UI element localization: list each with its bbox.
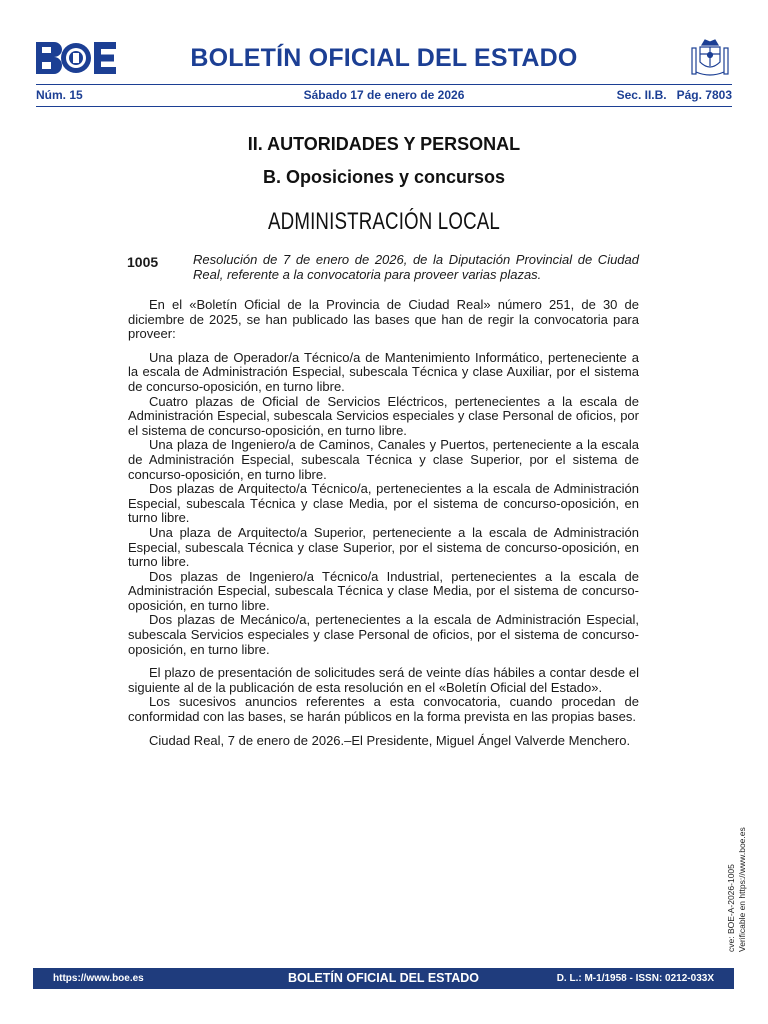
header-rule-top xyxy=(36,84,732,85)
paragraph: Dos plazas de Arquitecto/a Técnico/a, pertenecientes a la escala de Administración Especial, subescala Técnica y clase Media, por el sistema de concurso-oposición, en turno libre. xyxy=(128,481,639,526)
footer-legal-info: D. L.: M-1/1958 - ISSN: 0212-033X xyxy=(556,973,714,984)
section-page-info xyxy=(617,88,732,102)
footer-url-link[interactable]: https://www.boe.es xyxy=(53,973,144,984)
paragraph: Cuatro plazas de Oficial de Servicios Eléctricos, pertenecientes a la escala de Administración Especial, subescala Servicios especiales y clase Personal de oficios, por el sistema de concurso-oposición, en turno libre. xyxy=(128,393,639,438)
issue-date: Sábado 17 de enero de 2026 xyxy=(303,88,465,102)
paragraph: Una plaza de Operador/a Técnico/a de Mantenimiento Informático, perteneciente a la escala de Administración Especial, subescala Técnica y clase Auxiliar, por el sistema de concurso-oposición, en turno libre. xyxy=(128,349,639,394)
footer-bar xyxy=(33,968,734,989)
verification-link[interactable]: Verificable en https://www.boe.es xyxy=(737,827,747,952)
page-number: Pág. 7803 xyxy=(676,88,732,102)
signature-line: Ciudad Real, 7 de enero de 2026.–El Presidente, Miguel Ángel Valverde Menchero. xyxy=(149,732,631,748)
entry-number: 1005 xyxy=(127,254,159,270)
paragraph: El plazo de presentación de solicitudes será de veinte días hábiles a contar desde el siguiente al de la publicación de esta resolución en el «Boletín Oficial del Estado». xyxy=(128,665,639,695)
paragraph: Una plaza de Ingeniero/a de Caminos, Canales y Puertos, perteneciente a la escala de Administración Especial, subescala Técnica y clase Superior, por el sistema de concurso-oposición, en turno libre. xyxy=(128,437,639,482)
paragraph: Dos plazas de Mecánico/a, pertenecientes a la escala de Administración Especial, subescala Servicios especiales y clase Personal de oficios, por el sistema de concurso-oposición, en turno libre. xyxy=(128,612,639,657)
issue-number: Núm. 15 xyxy=(36,88,83,102)
spain-coat-of-arms-icon xyxy=(688,36,732,80)
entry-summary: Resolución de 7 de enero de 2026, de la Diputación Provincial de Ciudad Real, referente a la convocatoria para proveer varias plazas. xyxy=(193,252,639,282)
verification-note xyxy=(726,824,750,952)
paragraph: Una plaza de Arquitecto/a Superior, perteneciente a la escala de Administración Especial, subescala Técnica y clase Superior, por el sistema de concurso-oposición, en turno libre. xyxy=(128,524,639,570)
section-code: Sec. II.B. xyxy=(616,88,667,102)
paragraph: En el «Boletín Oficial de la Provincia de Ciudad Real» número 251, de 30 de diciembre de 2025, se han publicado las bases que han de regir la convocatoria para proveer: xyxy=(128,297,639,342)
boe-logo-icon[interactable] xyxy=(36,42,116,74)
header-rule-bottom xyxy=(36,106,732,107)
category-heading: ADMINISTRACIÓN LOCAL xyxy=(268,208,500,235)
section-heading: II. AUTORIDADES Y PERSONAL xyxy=(247,134,521,154)
bulletin-title: BOLETÍN OFICIAL DEL ESTADO xyxy=(190,44,578,72)
paragraph: Los sucesivos anuncios referentes a esta convocatoria, cuando procedan de conformidad con las bases, se harán públicos en la forma prevista en las propias bases. xyxy=(128,694,639,725)
paragraph: Dos plazas de Ingeniero/a Técnico/a Industrial, pertenecientes a la escala de Administración Especial, subescala Técnica y clase Media, por el sistema de concurso-oposición, en turno libre. xyxy=(128,568,639,613)
subsection-heading: B. Oposiciones y concursos xyxy=(262,167,506,187)
footer-title: BOLETÍN OFICIAL DEL ESTADO xyxy=(288,971,479,985)
cve-code: cve: BOE-A-2026-1005 xyxy=(726,864,736,952)
document-body xyxy=(128,298,639,748)
